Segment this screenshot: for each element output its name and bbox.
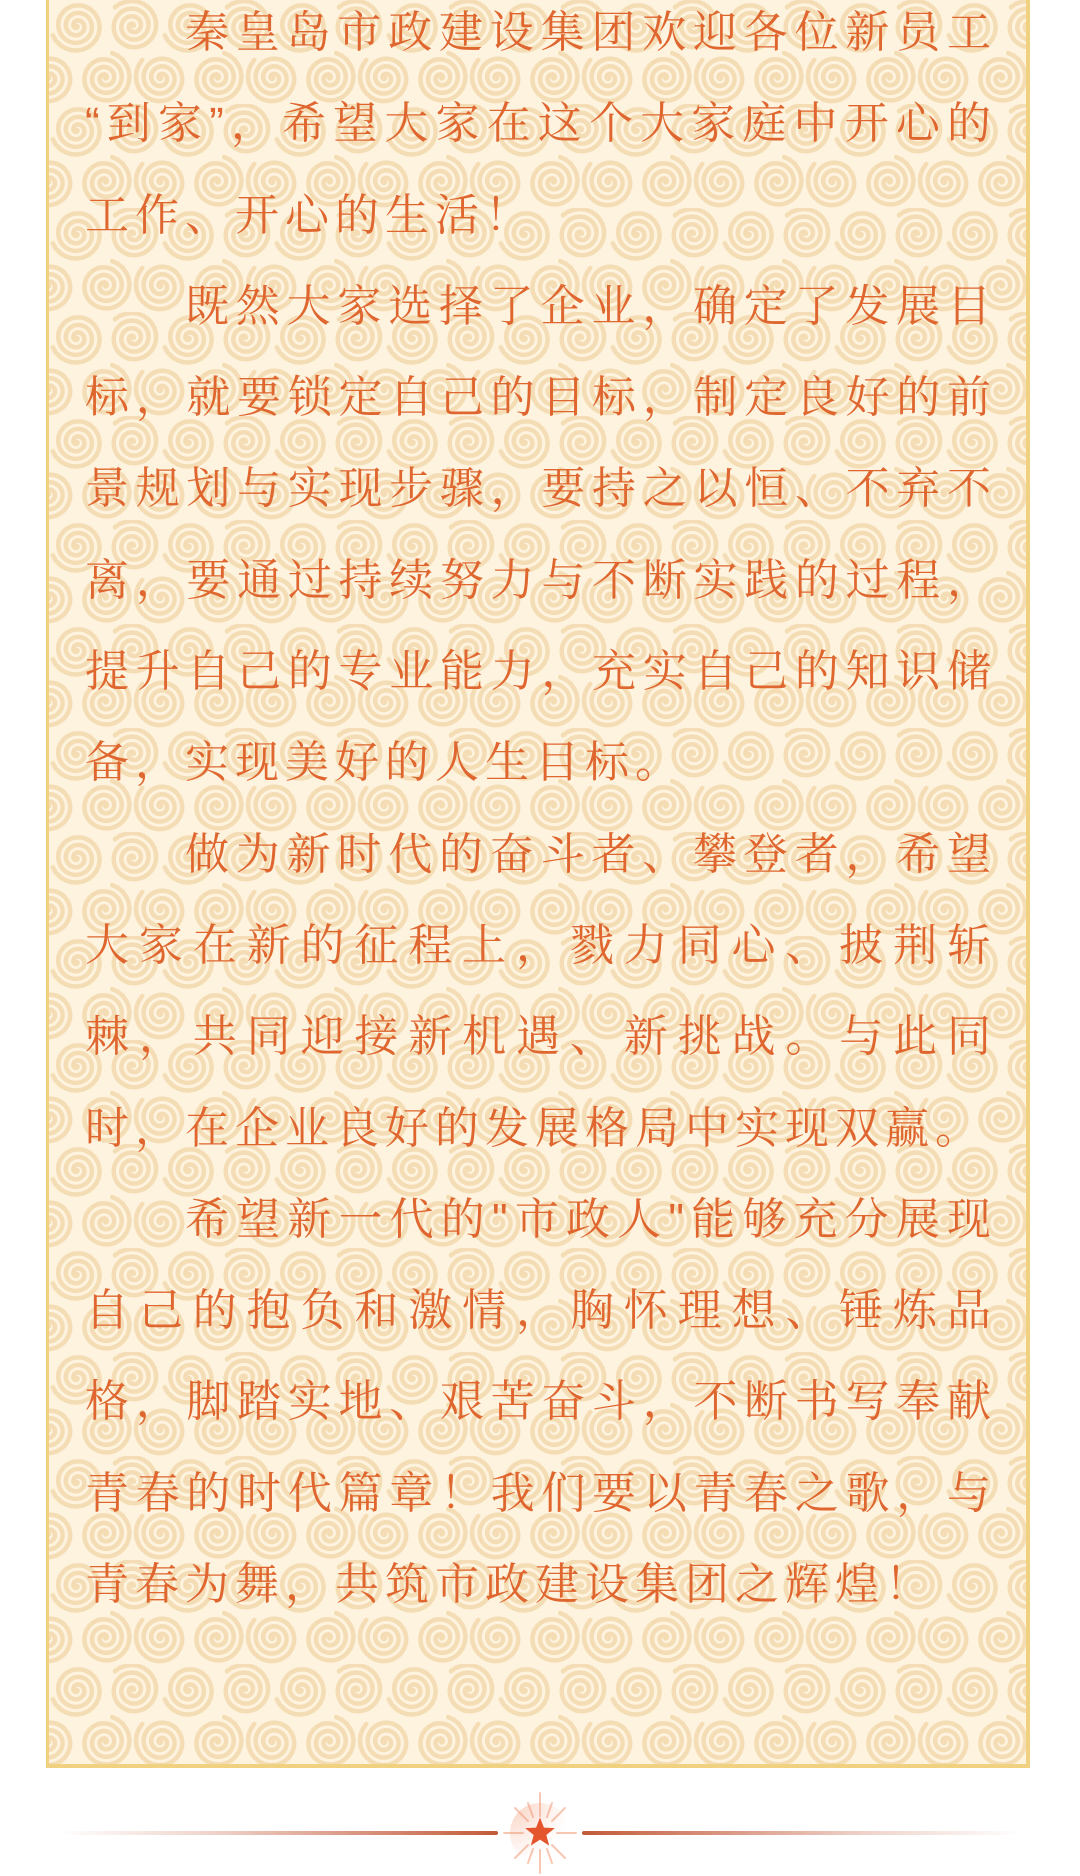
divider-line-right	[582, 1831, 1022, 1835]
article-body	[85, 0, 997, 1630]
paragraph-goals: 既然大家选择了企业，确定了发展目标，就要锁定自己的目标，制定良好的前景规划与实现步骤，要持之以恒、不弃不离，要通过持续努力与不断实践的过程，提升自己的专业能力，充实自己的知识储备，实现美好的人生目标。	[85, 281, 997, 788]
paragraph-welcome: 秦皇岛市政建设集团欢迎各位新员工“到家”，希望大家在这个大家庭中开心的工作、开心的生活！	[85, 8, 997, 240]
star-burst-icon	[485, 1790, 595, 1876]
content-card	[46, 0, 1030, 1768]
paragraph-strivers: 做为新时代的奋斗者、攀登者，希望大家在新的征程上，戮力同心、披荆斩棘，共同迎接新机遇、新挑战。与此同时，在企业良好的发展格局中实现双赢。	[85, 829, 997, 1153]
paragraph-youth: 希望新一代的"市政人"能够充分展现自己的抱负和激情，胸怀理想、锤炼品格，脚踏实地、艰苦奋斗，不断书写奉献青春的时代篇章！我们要以青春之歌，与青春为舞，共筑市政建设集团之辉煌！	[85, 1194, 997, 1610]
divider-line-left	[58, 1831, 498, 1835]
